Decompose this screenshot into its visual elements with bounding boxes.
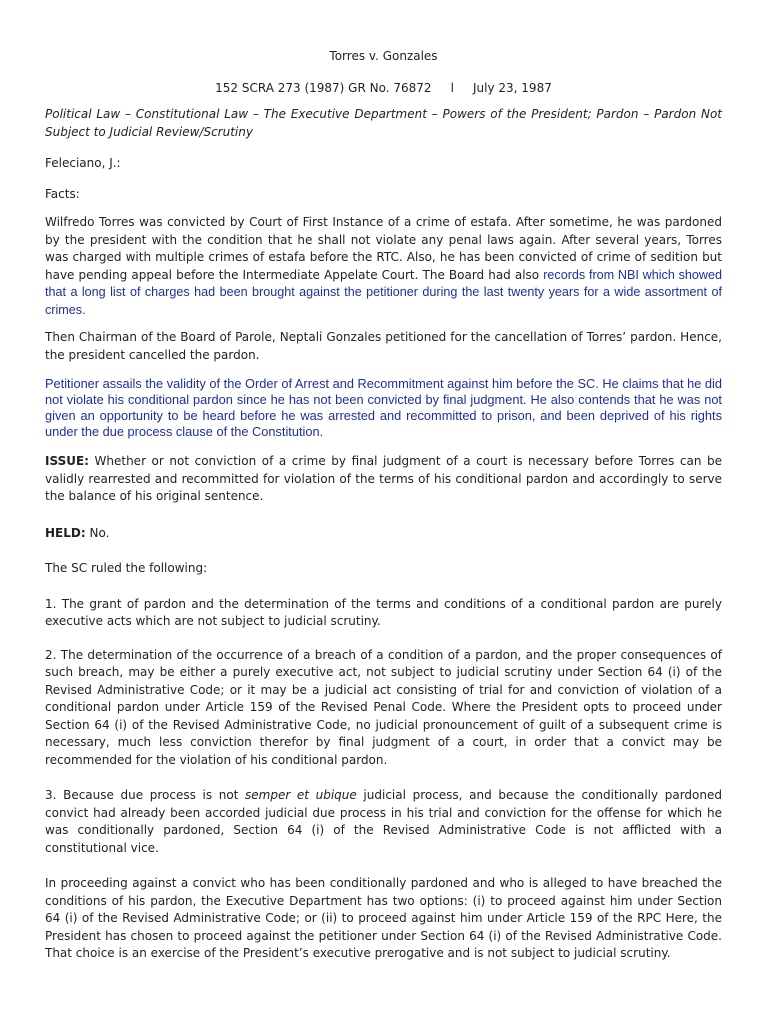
facts-paragraph-1 <box>45 214 722 319</box>
ruling-item-2: 2. The determination of the occurrence of a breach of a condition of a pardon, and the proper consequences of such breach, may be either a purely executive act, not subject to judicial scrutiny under Section 64 (i) of the Revised Administrative Code; or it may be a judicial act consisting of trial for and conviction of violation of a conditional pardon under Article 159 of the Revised Penal Code. Where the President opts to proceed under Section 64 (i) of the Revised Administrative Code, no judicial pronouncement of guilt of a subsequent crime is necessary, much less conviction therefor by final judgment of a court, in order that a convict may be recommended for the violation of his conditional pardon. <box>45 647 722 767</box>
petition-paragraph: Petitioner assails the validity of the Order of Arrest and Recommitment against him before the SC. He claims that he did not violate his conditional pardon since he has not been convicted by final judgment. He also contends that he was not given an opportunity to be heard before he was arrested and recommitted to prison, and been deprived of his rights under the due process clause of the Constitution. <box>45 376 722 439</box>
ruling-item-1: 1. The grant of pardon and the determination of the terms and conditions of a conditional pardon are purely executive acts which are not subject to judicial scrutiny. <box>45 596 722 628</box>
issue-label: ISSUE: <box>45 454 89 468</box>
case-title: Torres v. Gonzales <box>329 49 438 63</box>
ruling-item-3-latin: semper et ubique <box>245 788 357 802</box>
closing-paragraph: In proceeding against a convict who has been conditionally pardoned and who is alleged to have breached the conditions of his pardon, the Executive Department has two options: (i) to proceed against him under Section 64 (i) of the Revised Administrative Code; or (ii) to proceed against him under Article 159 of the RPC Here, the President has chosen to proceed against the petitioner under Section 64 (i) of the Revised Administrative Code. That choice is an exercise of the President’s executive prerogative and is not subject to judicial scrutiny. <box>45 876 722 960</box>
ruling-item-3 <box>45 787 722 857</box>
ruling-item-3-pre: 3. Because due process is not <box>45 788 246 802</box>
ruling-item-3-post: judicial process, and because the conditionally pardoned convict had already been accorded judicial due process in his trial and conviction for the offense for which he was conditionally pardoned, Section 64 (i) of the Revised Administrative Code is not afflicted with a constitutional vice. <box>45 788 722 855</box>
held-paragraph <box>45 525 722 543</box>
facts-paragraph-1-highlight: records from NBI which showed that a long list of charges had been brought against the petitioner during the last twenty years for a wide assortment of crimes. <box>45 267 722 317</box>
facts-paragraph-1-text: Wilfredo Torres was convicted by Court of First Instance of a crime of estafa. After sometime, he was pardoned by the president with the condition that he shall not violate any penal laws again. After several years, Torres was charged with multiple crimes of estafa before the RTC. Also, he has been convicted of crime of sedition but have pending appeal before the Intermediate Appelate Court. The Board had also <box>45 215 722 282</box>
document-page <box>45 45 722 963</box>
issue-paragraph <box>45 453 722 506</box>
held-text: No. <box>85 525 110 540</box>
case-citation: 152 SCRA 273 (1987) GR No. 76872 l July 23, 1987 <box>215 81 552 95</box>
ponente: Feleciano, J.: <box>45 156 121 170</box>
facts-heading: Facts: <box>45 186 80 201</box>
case-topic: Political Law – Constitutional Law – The Executive Department – Powers of the President; Pardon – Pardon Not Subject to Judicial Review/Scrutiny <box>45 107 722 139</box>
ruling-intro: The SC ruled the following: <box>45 561 208 575</box>
facts-paragraph-2: Then Chairman of the Board of Parole, Neptali Gonzales petitioned for the cancellation of Torres’ pardon. Hence, the president cancelled the pardon. <box>45 330 722 362</box>
issue-text: Whether or not conviction of a crime by final judgment of a court is necessary before Torres can be validly rearrested and recommitted for violation of the terms of his conditional pardon and accordingly to serve the balance of his original sentence. <box>45 454 722 503</box>
held-label: HELD: <box>45 525 86 540</box>
